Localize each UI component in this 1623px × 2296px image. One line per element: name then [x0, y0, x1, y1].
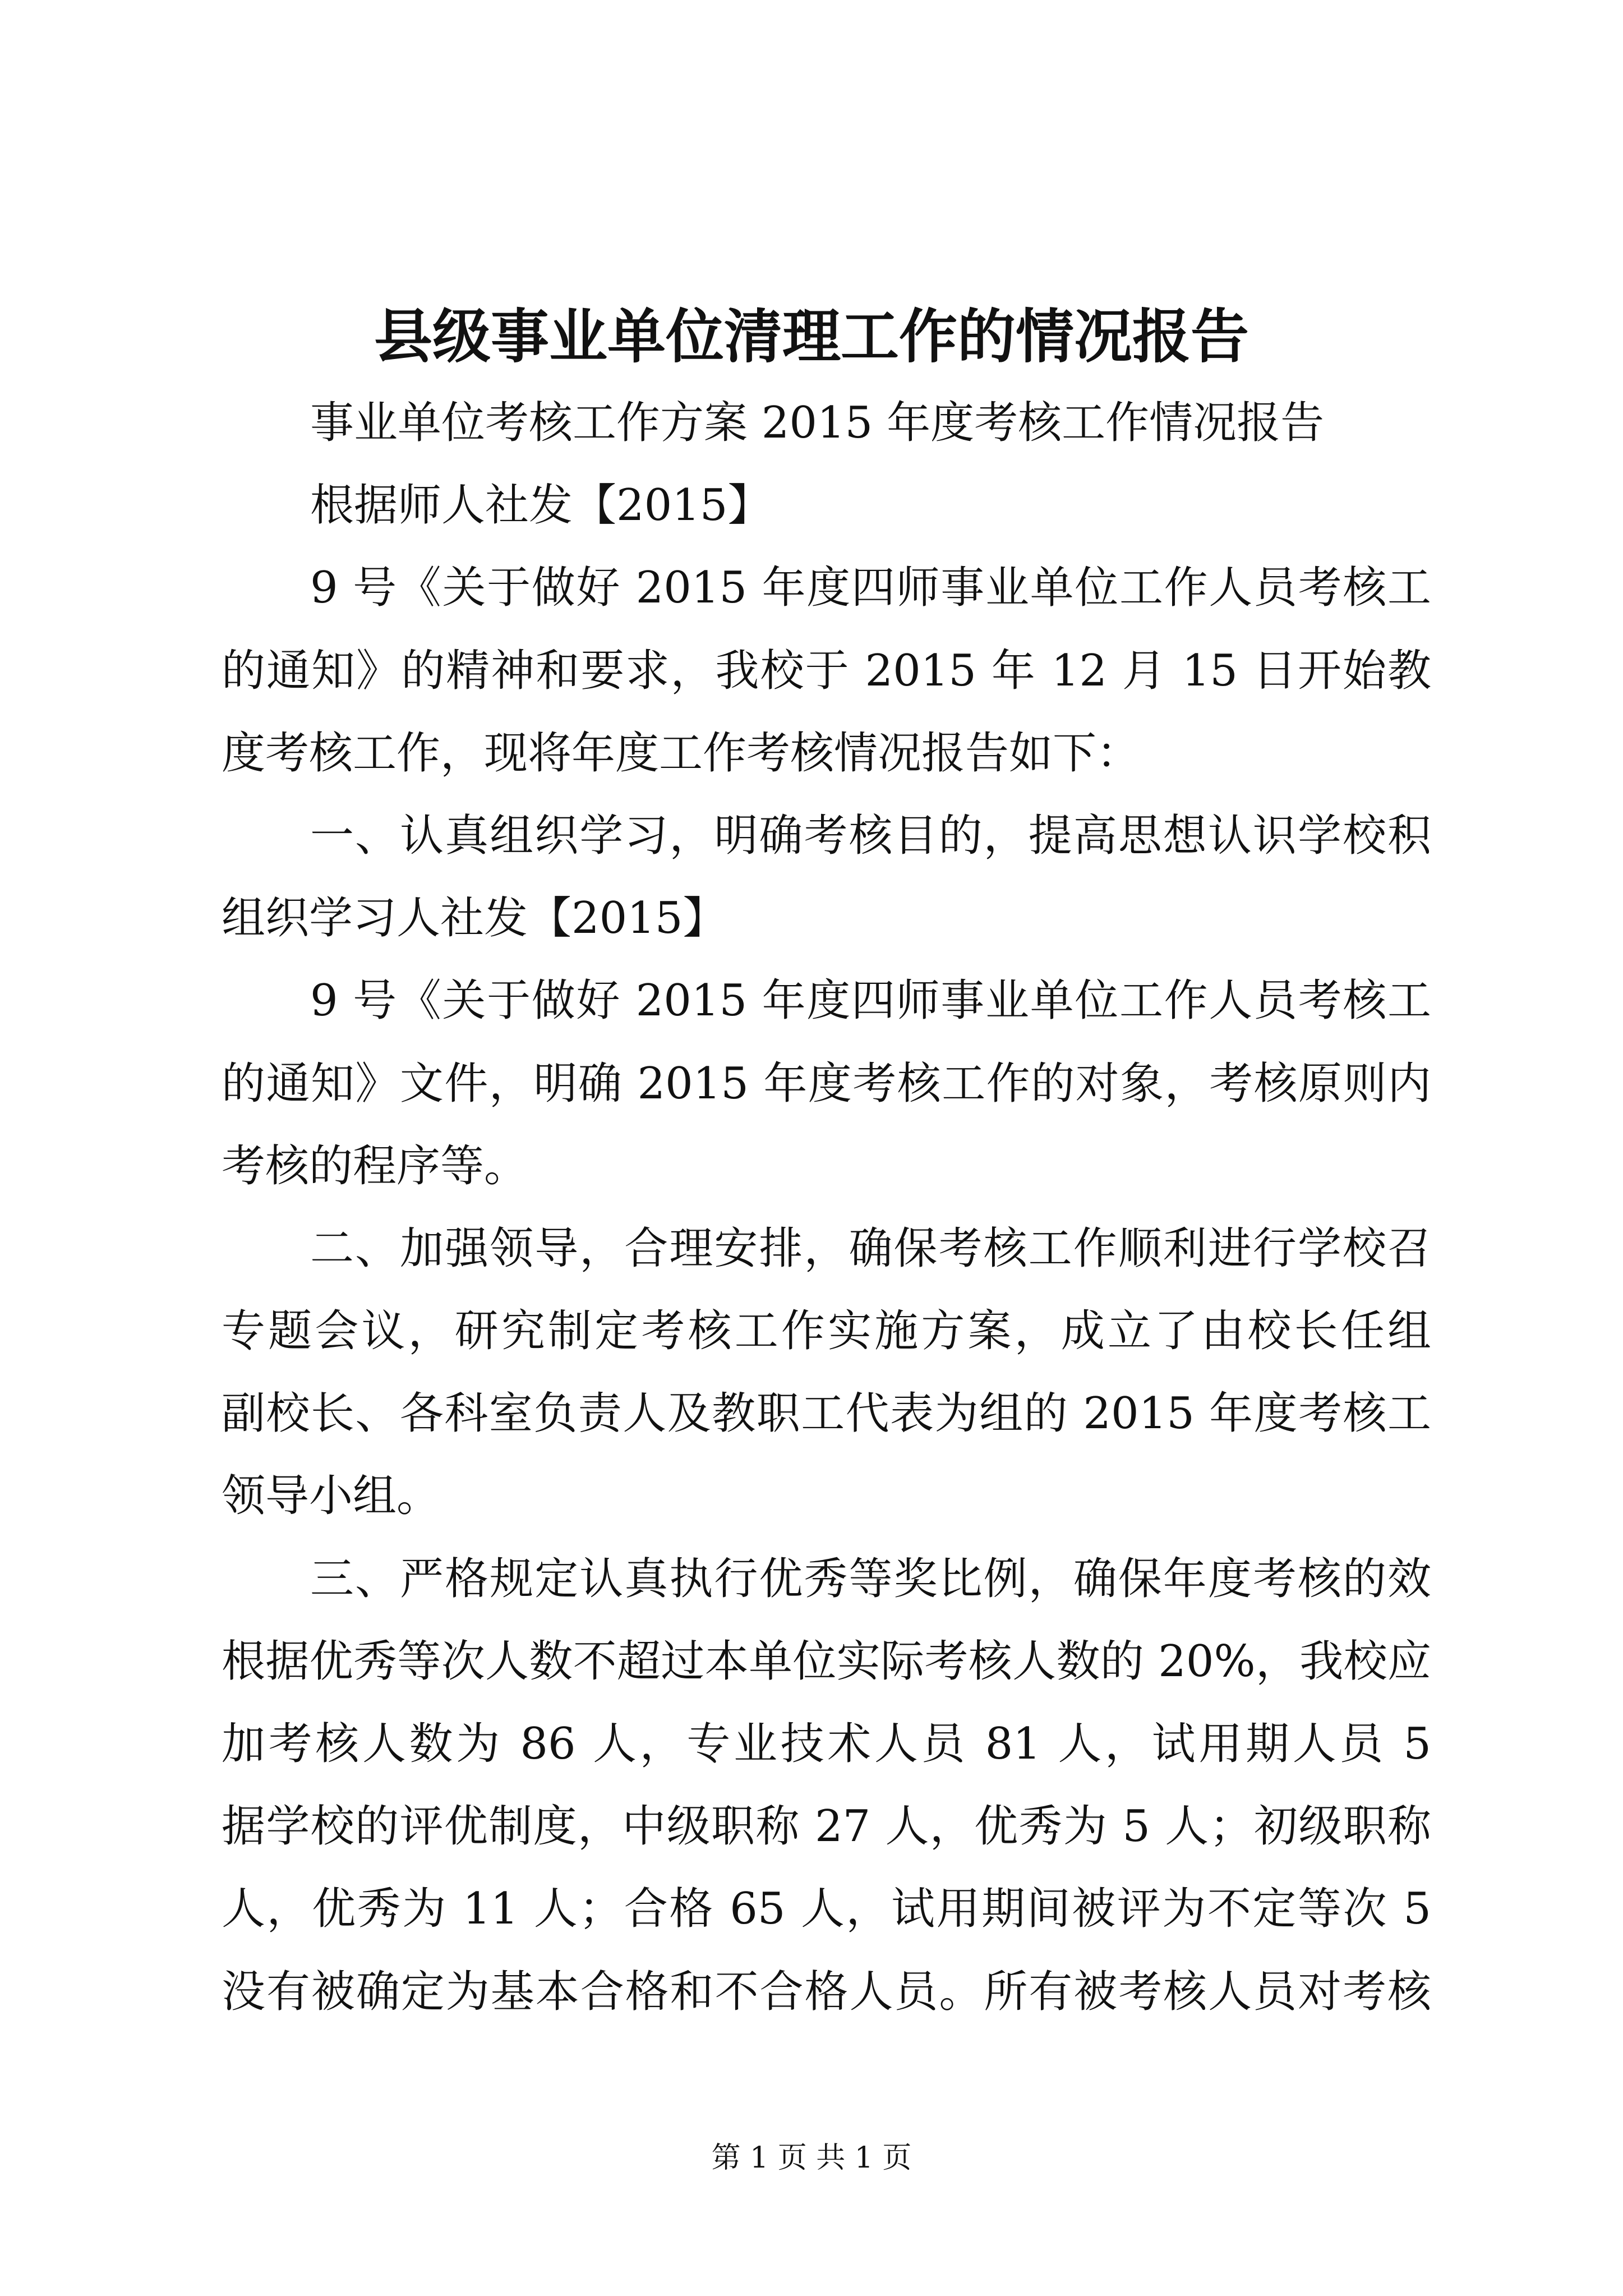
text-line: 副校长、各科室负责人及教职工代表为组的 2015 年度考核工: [222, 1388, 1431, 1439]
text-line: 二、加强领导，合理安排，确保考核工作顺利进行学校召: [310, 1223, 1431, 1274]
text-line: 9 号《关于做好 2015 年度四师事业单位工作人员考核工: [310, 563, 1431, 614]
text-line: 考核的程序等。: [222, 1140, 528, 1191]
paragraph: [222, 547, 1431, 795]
text-line: 根据优秀等次人数不超过本单位实际考核人数的 20%，我校应: [222, 1636, 1431, 1687]
text-line: 一、认真组织学习，明确考核目的，提高思想认识学校积: [310, 810, 1431, 861]
text-line: 的通知》的精神和要求，我校于 2015 年 12 月 15 日开始教: [222, 645, 1431, 696]
text-line: 9 号《关于做好 2015 年度四师事业单位工作人员考核工: [310, 976, 1431, 1027]
paragraph: [222, 795, 1431, 960]
document-title: 县级事业单位清理工作的情况报告: [374, 302, 1249, 371]
text-line: 事业单位考核工作方案 2015 年度考核工作情况报告: [310, 398, 1325, 448]
text-line: 专题会议，研究制定考核工作实施方案，成立了由校长任组: [222, 1306, 1431, 1357]
document-body: [222, 382, 1431, 2033]
text-line: 人，优秀为 11 人；合格 65 人，试用期间被评为不定等次 5: [222, 1884, 1431, 1935]
text-line: 组织学习人社发【2015】: [222, 893, 727, 944]
page-footer: 第 1 页 共 1 页: [711, 2141, 912, 2175]
paragraph: [222, 382, 1431, 464]
text-line: 领导小组。: [222, 1471, 441, 1522]
text-line: 没有被确定为基本合格和不合格人员。所有被考核人员对考核: [222, 1966, 1431, 2017]
paragraph: [222, 1538, 1431, 2033]
text-line: 的通知》文件，明确 2015 年度考核工作的对象，考核原则内: [222, 1058, 1431, 1109]
text-line: 度考核工作，现将年度工作考核情况报告如下：: [222, 728, 1141, 779]
text-line: 根据师人社发【2015】: [310, 480, 772, 531]
text-line: 加考核人数为 86 人，专业技术人员 81 人，试用期人员 5: [222, 1719, 1431, 1769]
text-line: 三、严格规定认真执行优秀等奖比例，确保年度考核的效: [310, 1553, 1431, 1604]
paragraph: [222, 960, 1431, 1208]
text-line: 据学校的评优制度，中级职称 27 人，优秀为 5 人；初级职称: [222, 1801, 1431, 1852]
paragraph: [222, 1208, 1431, 1538]
paragraph: [222, 464, 1431, 547]
